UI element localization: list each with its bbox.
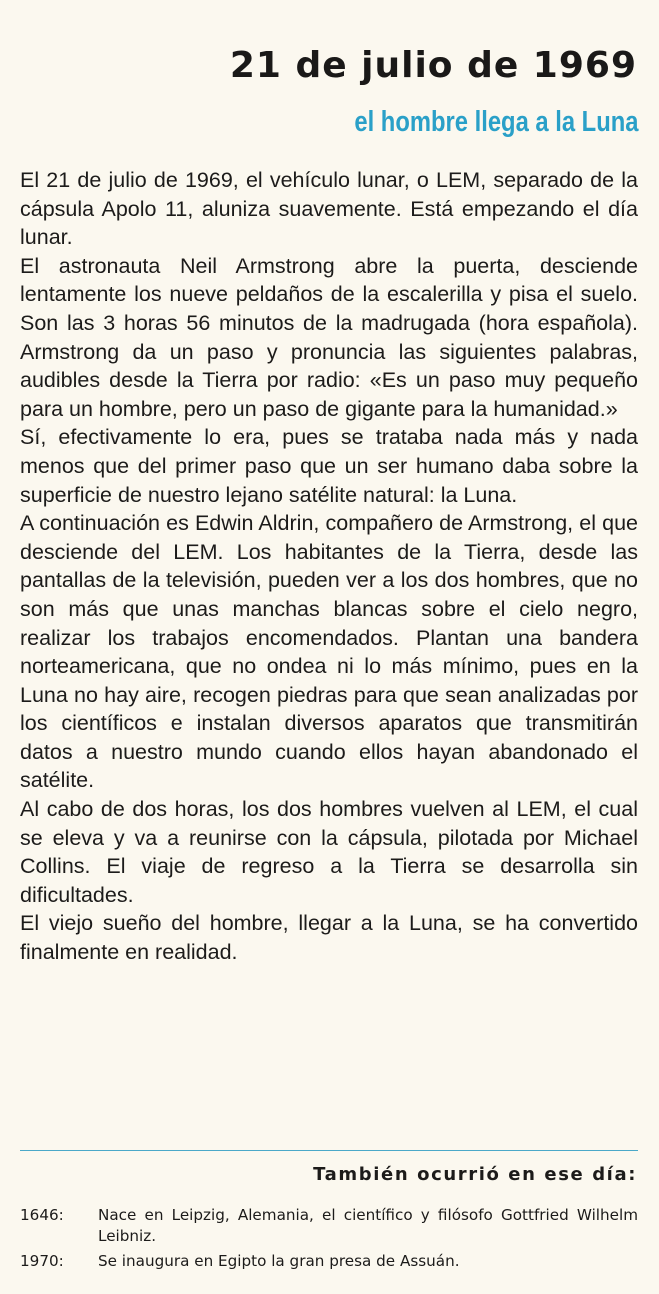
- event-item: [20, 1251, 638, 1272]
- paragraph: El astronauta Neil Armstrong abre la puerta, desciende lentamente los nueve peldaños de la escalerilla y pisa el suelo. Son las 3 horas 56 minutos de la madrugada (hora española). Armstrong da un paso y pronuncia las siguientes palabras, audibles desde la Tierra por radio: «Es un paso muy pequeño para un hombre, pero un paso de gigante para la humanidad.»: [20, 253, 638, 421]
- section-divider: [20, 1150, 638, 1151]
- paragraph: Sí, efectivamente lo era, pues se trataba nada más y nada menos que del primer paso que un ser humano daba sobre la superficie de nuestro lejano satélite natural: la Luna.: [20, 425, 638, 507]
- event-item: [20, 1205, 638, 1247]
- also-heading: También ocurrió en ese día:: [313, 1164, 637, 1185]
- paragraph: A continuación es Edwin Aldrin, compañero de Armstrong, el que desciende del LEM. Los habitantes de la Tierra, desde las pantallas de la televisión, pueden ver a los dos hombres, que no son más que unas manchas blancas sobre el cielo negro, realizar los trabajos encomendados. Plantan una bandera norteamericana, que no ondea ni lo más mínimo, pues en la Luna no hay aire, recogen piedras para que sean analizadas por los científicos e instalan diversos aparatos que transmitirán datos a nuestro mundo cuando ellos hayan abandonado el satélite.: [20, 511, 638, 793]
- article-body: [20, 166, 638, 967]
- paragraph: Al cabo de dos horas, los dos hombres vuelven al LEM, el cual se eleva y va a reunirse con la cápsula, pilotada por Michael Collins. El viaje de regreso a la Tierra se desarrolla sin dificultades.: [20, 797, 638, 907]
- page-subtitle: el hombre llega a la Luna: [353, 106, 638, 138]
- paragraph: El 21 de julio de 1969, el vehículo lunar, o LEM, separado de la cápsula Apolo 11, aluniza suavemente. Está empezando el día lunar.: [20, 168, 638, 250]
- event-year: 1646:: [20, 1206, 64, 1224]
- event-text: Nace en Leipzig, Alemania, el científico y filósofo Gottfried Wilhelm Leibniz.: [98, 1206, 638, 1245]
- paragraph: El viejo sueño del hombre, llegar a la Luna, se ha convertido finalmente en realidad.: [20, 911, 638, 965]
- event-text: Se inaugura en Egipto la gran presa de Assuán.: [98, 1252, 460, 1270]
- events-list: [20, 1205, 638, 1276]
- page-title: 21 de julio de 1969: [229, 45, 637, 86]
- event-year: 1970:: [20, 1252, 64, 1270]
